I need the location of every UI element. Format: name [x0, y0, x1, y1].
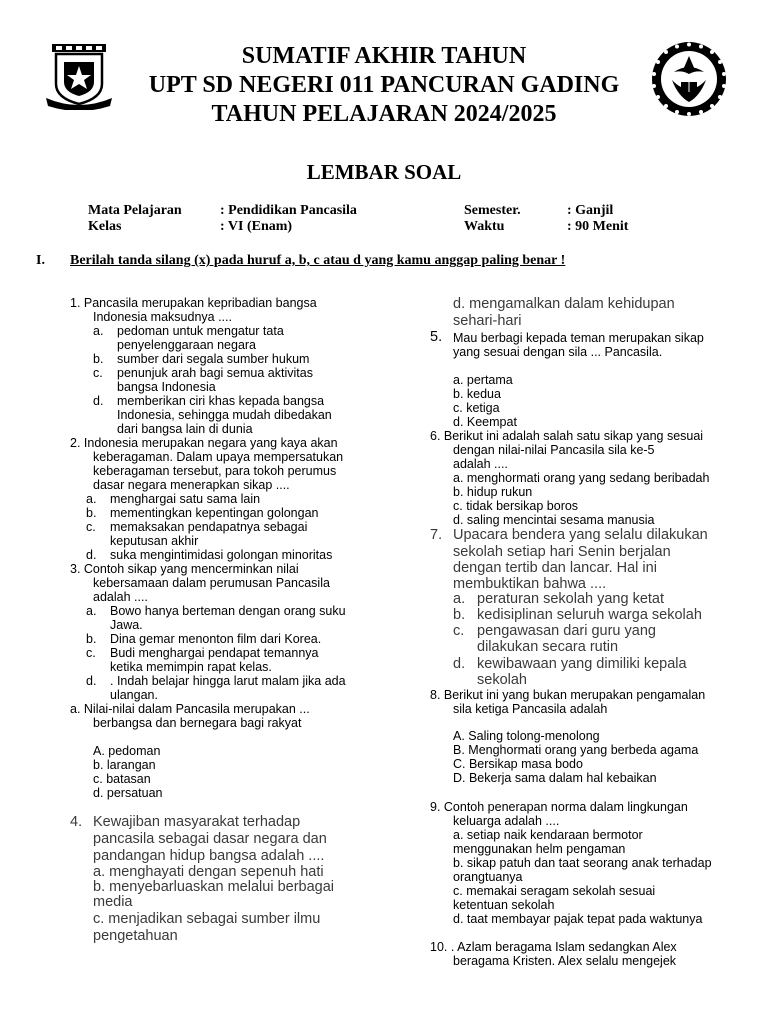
- option-text: pengawasan dari guru yang: [477, 623, 656, 639]
- option-text: a. setiap naik kendaraan bermotor: [453, 828, 643, 842]
- option-marker: a.: [86, 604, 97, 618]
- option-text: dilakukan secara rutin: [477, 639, 619, 655]
- question-line: a. Nilai-nilai dalam Pancasila merupakan ...: [70, 702, 310, 716]
- option-text: Budi menghargai pendapat temannya: [110, 646, 319, 660]
- question-number: 7.: [430, 527, 443, 543]
- option-text: Bowo hanya berteman dengan orang suku: [110, 604, 346, 618]
- option-text: kedisiplinan seluruh warga sekolah: [477, 607, 702, 623]
- question-line: Upacara bendera yang selalu dilakukan: [453, 527, 708, 543]
- question-line: yang sesuai dengan sila ... Pancasila.: [453, 345, 663, 359]
- option-text: . Indah belajar hingga larut malam jika ada: [110, 674, 346, 688]
- option-text: A. Saling tolong-menolong: [453, 729, 600, 743]
- option-text: memaksakan pendapatnya sebagai: [110, 520, 308, 534]
- question-line: 9. Contoh penerapan norma dalam lingkungan: [430, 800, 688, 814]
- option-text: Dina gemar menonton film dari Korea.: [110, 632, 322, 646]
- option-marker: d.: [86, 674, 97, 688]
- question-number: 5.: [430, 329, 443, 345]
- option-marker: c.: [93, 366, 103, 380]
- option-text: a. menghayati dengan sepenuh hati: [93, 864, 324, 880]
- option-text: Jawa.: [110, 618, 143, 632]
- question-line: dasar negara menerapkan sikap ....: [93, 478, 290, 492]
- option-marker: b.: [93, 352, 104, 366]
- option-text: suka mengintimidasi golongan minoritas: [110, 548, 333, 562]
- question-line: sekolah setiap hari Senin berjalan: [453, 544, 671, 560]
- question-line: 1. Pancasila merupakan kepribadian bangsa: [70, 296, 317, 310]
- option-text: ketika memimpin rapat kelas.: [110, 660, 272, 674]
- option-text: d. mengamalkan dalam kehidupan: [453, 296, 675, 312]
- subject-value: : Pendidikan Pancasila: [220, 203, 357, 218]
- option-text: D. Bekerja sama dalam hal kebaikan: [453, 771, 657, 785]
- option-text: d. Keempat: [453, 415, 517, 429]
- option-text: d. saling mencintai sesama manusia: [453, 513, 655, 527]
- question-line: keluarga adalah ....: [453, 814, 560, 828]
- option-marker: a.: [86, 492, 97, 506]
- school-emblem-logo: [44, 42, 114, 110]
- option-marker: d.: [93, 394, 104, 408]
- option-text: kewibawaan yang dimiliki kepala: [477, 656, 687, 672]
- question-line: 2. Indonesia merupakan negara yang kaya akan: [70, 436, 338, 450]
- option-text: bangsa Indonesia: [117, 380, 216, 394]
- class-label: Kelas: [88, 219, 122, 234]
- option-text: orangtuanya: [453, 870, 523, 884]
- exam-title: SUMATIF AKHIR TAHUN: [241, 43, 527, 69]
- option-text: menghargai satu sama lain: [110, 492, 261, 506]
- option-marker: b.: [86, 506, 97, 520]
- time-value: : 90 Menit: [567, 219, 629, 234]
- option-text: pedoman untuk mengatur tata: [117, 324, 284, 338]
- option-marker: a.: [93, 324, 104, 338]
- option-marker: d.: [86, 548, 97, 562]
- option-text: b. menyebarluaskan melalui berbagai: [93, 879, 335, 895]
- question-line: adalah ....: [93, 590, 148, 604]
- option-text: pengetahuan: [93, 928, 178, 944]
- question-line: berbangsa dan bernegara bagi rakyat: [93, 716, 302, 730]
- option-text: a. pertama: [453, 373, 513, 387]
- instruction-text: Berilah tanda silang (x) pada huruf a, b, c atau d yang kamu anggap paling benar !: [70, 253, 566, 268]
- question-line: keberagaman tersebut, para tokoh perumus: [93, 464, 337, 478]
- question-line: kebersamaan dalam perumusan Pancasila: [93, 576, 330, 590]
- tut-wuri-handayani-logo: [650, 40, 728, 118]
- option-text: sumber dari segala sumber hukum: [117, 352, 310, 366]
- option-text: menggunakan helm pengaman: [453, 842, 626, 856]
- option-text: c. memakai seragam sekolah sesuai: [453, 884, 656, 898]
- option-text: sekolah: [477, 672, 527, 688]
- question-line: 8. Berikut ini yang bukan merupakan pengamalan: [430, 688, 706, 702]
- option-marker: c.: [86, 520, 96, 534]
- option-marker: c.: [86, 646, 96, 660]
- option-text: c. batasan: [93, 772, 151, 786]
- option-text: ketentuan sekolah: [453, 898, 555, 912]
- question-line: pandangan hidup bangsa adalah ....: [93, 848, 325, 864]
- question-line: beragama Kristen. Alex selalu mengejek: [453, 954, 677, 968]
- question-line: sila ketiga Pancasila adalah: [453, 702, 608, 716]
- semester-label: Semester.: [464, 203, 521, 218]
- question-line: 3. Contoh sikap yang mencerminkan nilai: [70, 562, 299, 576]
- semester-value: : Ganjil: [567, 203, 614, 218]
- school-name: UPT SD NEGERI 011 PANCURAN GADING: [148, 72, 620, 98]
- option-text: b. larangan: [93, 758, 156, 772]
- question-number: 4.: [70, 814, 83, 830]
- question-line: keberagaman. Dalam upaya mempersatukan: [93, 450, 344, 464]
- option-text: d. taat membayar pajak tepat pada waktunya: [453, 912, 703, 926]
- sheet-title: LEMBAR SOAL: [306, 160, 462, 184]
- option-marker: a.: [453, 591, 466, 607]
- option-text: memberikan ciri khas kepada bangsa: [117, 394, 325, 408]
- option-text: c. menjadikan sebagai sumber ilmu: [93, 911, 321, 927]
- question-line: 6. Berikut ini adalah salah satu sikap yang sesuai: [430, 429, 704, 443]
- option-text: A. pedoman: [93, 744, 161, 758]
- option-text: media: [93, 894, 133, 910]
- option-marker: d.: [453, 656, 466, 672]
- question-line: adalah ....: [453, 457, 508, 471]
- option-text: b. hidup rukun: [453, 485, 533, 499]
- option-text: peraturan sekolah yang ketat: [477, 591, 665, 607]
- option-text: B. Menghormati orang yang berbeda agama: [453, 743, 699, 757]
- option-text: keputusan akhir: [110, 534, 199, 548]
- option-marker: b.: [86, 632, 97, 646]
- option-text: ulangan.: [110, 688, 158, 702]
- option-text: dari bangsa lain di dunia: [117, 422, 253, 436]
- option-text: c. ketiga: [453, 401, 500, 415]
- option-text: C. Bersikap masa bodo: [453, 757, 583, 771]
- question-line: 10. . Azlam beragama Islam sedangkan Alex: [430, 940, 677, 954]
- option-text: c. tidak bersikap boros: [453, 499, 579, 513]
- question-line: Kewajiban masyarakat terhadap: [93, 814, 301, 830]
- option-marker: b.: [453, 607, 466, 623]
- option-text: sehari-hari: [453, 313, 522, 329]
- question-line: dengan tertib dan lancar. Hal ini: [453, 560, 657, 576]
- question-line: pancasila sebagai dasar negara dan: [93, 831, 327, 847]
- question-line: Mau berbagi kepada teman merupakan sikap: [453, 331, 704, 345]
- subject-label: Mata Pelajaran: [88, 203, 182, 218]
- option-text: penyelenggaraan negara: [117, 338, 257, 352]
- option-text: a. menghormati orang yang sedang beribadah: [453, 471, 710, 485]
- time-label: Waktu: [464, 219, 505, 234]
- question-line: Indonesia maksudnya ....: [93, 310, 232, 324]
- option-text: mementingkan kepentingan golongan: [110, 506, 319, 520]
- option-text: d. persatuan: [93, 786, 163, 800]
- question-line: dengan nilai-nilai Pancasila sila ke-5: [453, 443, 655, 457]
- option-marker: c.: [453, 623, 465, 639]
- question-line: membuktikan bahwa ....: [453, 576, 607, 592]
- class-value: : VI (Enam): [220, 219, 293, 234]
- section-number: I.: [36, 253, 45, 268]
- option-text: b. sikap patuh dan taat seorang anak terhadap: [453, 856, 712, 870]
- option-text: b. kedua: [453, 387, 501, 401]
- option-text: penunjuk arah bagi semua aktivitas: [117, 366, 313, 380]
- option-text: Indonesia, sehingga mudah dibedakan: [117, 408, 332, 422]
- academic-year: TAHUN PELAJARAN 2024/2025: [211, 101, 557, 127]
